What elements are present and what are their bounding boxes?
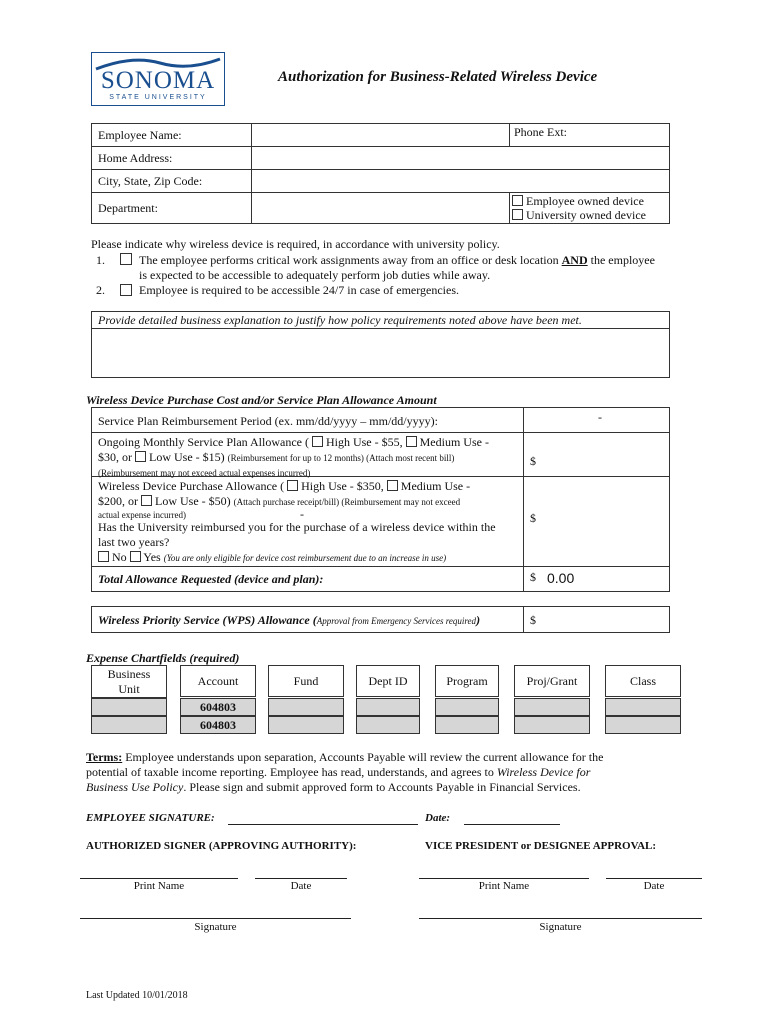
monthly-dollar-sign: $ [530, 454, 536, 468]
purchase-note: (Attach purchase receipt/bill) (Reimbursement may not exceed [233, 497, 461, 507]
chartfield-header-fund: Fund [268, 665, 344, 697]
chartfield-cell[interactable] [605, 698, 681, 716]
vp-signature-caption: Signature [539, 921, 582, 933]
vp-print-name-line[interactable] [419, 878, 589, 879]
employee-date-line[interactable] [464, 824, 560, 825]
phone-ext-label: Phone Ext: [514, 125, 567, 139]
reimbursement-period-field[interactable] [524, 408, 669, 432]
chartfield-cell[interactable]: 604803 [180, 698, 256, 716]
city-state-zip-field[interactable] [252, 170, 670, 193]
employee-signature-label: EMPLOYEE SIGNATURE: [86, 812, 215, 824]
department-label: Department: [92, 193, 252, 224]
reimbursed-yes-checkbox[interactable] [130, 551, 141, 562]
reimbursed-question-line1: Has the University reimbursed you for the purchase of a wireless device within the [98, 520, 496, 534]
employee-name-label: Employee Name: [92, 124, 252, 147]
employee-info-table [91, 123, 670, 224]
chartfield-cell[interactable] [435, 716, 499, 734]
terms-line-2: potential of taxable income reporting. Employee has read, understands, and agrees to [86, 765, 497, 779]
terms-line-3: . Please sign and submit approved form to Accounts Payable in Financial Services. [183, 780, 581, 794]
chartfield-cell[interactable] [356, 716, 420, 734]
reimbursement-period-label: Service Plan Reimbursement Period (ex. mm/dd/yyyy – mm/dd/yyyy): [98, 414, 438, 428]
purchase-high-checkbox[interactable] [287, 480, 298, 491]
purchase-dollar-sign: $ [530, 511, 536, 525]
total-dollar-sign: $ [530, 570, 536, 584]
monthly-medium-label: Medium Use - [419, 435, 489, 449]
wps-row [91, 606, 670, 633]
device-ownership-group [510, 193, 670, 224]
purchase-dash: - [300, 507, 304, 521]
monthly-high-checkbox[interactable] [312, 436, 323, 447]
authorized-print-name-line[interactable] [80, 878, 238, 879]
purchase-medium-amount: $200, or [98, 494, 138, 508]
university-owned-label: University owned device [526, 208, 646, 222]
monthly-note-2: (Reimbursement may not exceed actual expenses incurred) [98, 468, 311, 478]
employee-owned-checkbox[interactable] [512, 195, 523, 206]
wps-close-paren: ) [476, 613, 481, 627]
vp-date-caption: Date [643, 880, 665, 892]
terms-policy-name-a: Wireless Device for [496, 765, 591, 779]
logo-subtitle: STATE UNIVERSITY [109, 94, 207, 101]
university-owned-checkbox[interactable] [512, 209, 523, 220]
chartfield-header-account: Account [180, 665, 256, 697]
wps-amount-field[interactable] [524, 607, 669, 632]
logo-name: SONOMA [100, 67, 216, 94]
authorized-date-line[interactable] [255, 878, 347, 879]
policy-item-1-number: 1. [96, 253, 105, 267]
policy-item-2-text: Employee is required to be accessible 24/7 in case of emergencies. [139, 283, 459, 297]
vp-print-name-caption: Print Name [478, 880, 530, 892]
reimbursed-question-line2: last two years? [98, 535, 170, 549]
monthly-low-checkbox[interactable] [135, 451, 146, 462]
purchase-high-label: High Use - $350, [301, 479, 384, 493]
wps-note: Approval from Emergency Services required [316, 616, 477, 626]
authorized-print-name-caption: Print Name [133, 880, 185, 892]
chartfields-heading: Expense Chartfields (required) [86, 651, 240, 665]
chartfield-header-program: Program [435, 665, 499, 697]
allowance-table [91, 407, 670, 592]
department-field[interactable] [252, 193, 510, 224]
purchase-amount-field[interactable] [524, 477, 669, 566]
terms-block [86, 750, 686, 795]
chartfield-header-dept-id: Dept ID [356, 665, 420, 697]
page-title: Authorization for Business-Related Wireless Device [278, 69, 598, 85]
home-address-field[interactable] [252, 147, 670, 170]
policy-item-1-part-a: The employee performs critical work assignments away from an office or desk location [139, 253, 562, 267]
phone-ext-field[interactable] [510, 124, 670, 147]
wps-dollar-sign: $ [530, 613, 536, 627]
chartfield-header-proj-grant: Proj/Grant [514, 665, 590, 697]
authorized-signature-caption: Signature [194, 921, 237, 933]
authorized-signature-line[interactable] [80, 918, 351, 919]
chartfield-header-class: Class [605, 665, 681, 697]
terms-label: Terms: [86, 750, 123, 764]
reimbursed-no-label: No [112, 550, 127, 564]
total-allowance-value: 0.00 [547, 570, 575, 586]
monthly-amount-field[interactable] [524, 433, 669, 476]
monthly-allowance-label: Ongoing Monthly Service Plan Allowance ( [98, 435, 309, 449]
policy-item-2-checkbox[interactable] [120, 284, 132, 296]
authorized-signer-label: AUTHORIZED SIGNER (APPROVING AUTHORITY): [86, 840, 357, 852]
terms-policy-name-b: Business Use Policy [86, 780, 184, 794]
university-logo [91, 52, 225, 106]
reimbursed-yes-note: (You are only eligible for device cost reimbursement due to an increase in use) [163, 553, 447, 563]
purchase-allowance-label: Wireless Device Purchase Allowance ( [98, 479, 285, 493]
purchase-medium-checkbox[interactable] [387, 480, 398, 491]
policy-item-1-and: AND [561, 253, 588, 267]
chartfield-cell[interactable] [356, 698, 420, 716]
explanation-label: Provide detailed business explanation to justify how policy requirements noted above have been met. [92, 312, 669, 329]
chartfield-cell[interactable] [605, 716, 681, 734]
chartfield-cell[interactable] [514, 698, 590, 716]
total-allowance-label: Total Allowance Requested (device and plan): [98, 572, 324, 586]
chartfield-cell[interactable] [268, 698, 344, 716]
authorized-date-caption: Date [290, 880, 312, 892]
monthly-note: (Reimbursement for up to 12 months) (Attach most recent bill) [227, 453, 455, 463]
chartfield-cell[interactable]: 604803 [180, 716, 256, 734]
policy-item-2-number: 2. [96, 283, 105, 297]
chartfield-cell[interactable] [435, 698, 499, 716]
home-address-label: Home Address: [92, 147, 252, 170]
monthly-medium-amount: $30, or [98, 450, 132, 464]
employee-signature-line[interactable] [228, 824, 418, 825]
monthly-medium-checkbox[interactable] [406, 436, 417, 447]
vp-date-line[interactable] [606, 878, 702, 879]
employee-name-field[interactable] [252, 124, 510, 147]
wps-label: Wireless Priority Service (WPS) Allowance ( [98, 613, 317, 627]
monthly-low-label: Low Use - $15) [149, 450, 225, 464]
employee-owned-label: Employee owned device [526, 194, 644, 208]
employee-date-label: Date: [425, 812, 451, 824]
purchase-medium-label: Medium Use - [400, 479, 471, 493]
reimbursed-no-checkbox[interactable] [98, 551, 109, 562]
monthly-high-label: High Use - $55, [325, 435, 403, 449]
vp-approval-label: VICE PRESIDENT or DESIGNEE APPROVAL: [425, 840, 657, 852]
monthly-allowance-text [98, 435, 489, 481]
chartfield-cell[interactable] [91, 716, 167, 734]
purchase-low-checkbox[interactable] [141, 495, 152, 506]
chartfield-header-business-unit: Business Unit [91, 665, 167, 698]
chartfield-cell[interactable] [268, 716, 344, 734]
explanation-box [91, 311, 670, 378]
total-allowance-field[interactable] [524, 567, 669, 591]
chartfield-cell[interactable] [514, 716, 590, 734]
policy-intro: Please indicate why wireless device is required, in accordance with university policy. [91, 237, 500, 251]
reimbursement-period-value: - [598, 410, 602, 424]
reimbursed-yes-label: Yes [143, 550, 161, 564]
purchase-allowance-text [98, 479, 496, 566]
policy-item-1-line2: is expected to be accessible to adequately perform job duties while away. [139, 268, 491, 282]
chartfield-cell[interactable] [91, 698, 167, 716]
city-state-zip-label: City, State, Zip Code: [92, 170, 252, 193]
policy-item-1-checkbox[interactable] [120, 253, 132, 265]
wps-label-group [98, 613, 480, 628]
vp-signature-line[interactable] [419, 918, 702, 919]
terms-line-1: Employee understands upon separation, Accounts Payable will review the current allowance for the [122, 750, 604, 764]
last-updated-footer: Last Updated 10/01/2018 [86, 990, 188, 1001]
explanation-field[interactable] [92, 329, 669, 378]
policy-item-1-part-b: the employee [587, 253, 655, 267]
purchase-low-label: Low Use - $50) [155, 494, 231, 508]
allowance-heading: Wireless Device Purchase Cost and/or Service Plan Allowance Amount [86, 393, 437, 407]
purchase-note-2: actual expense incurred) [98, 510, 186, 520]
policy-item-1-text [139, 253, 655, 268]
